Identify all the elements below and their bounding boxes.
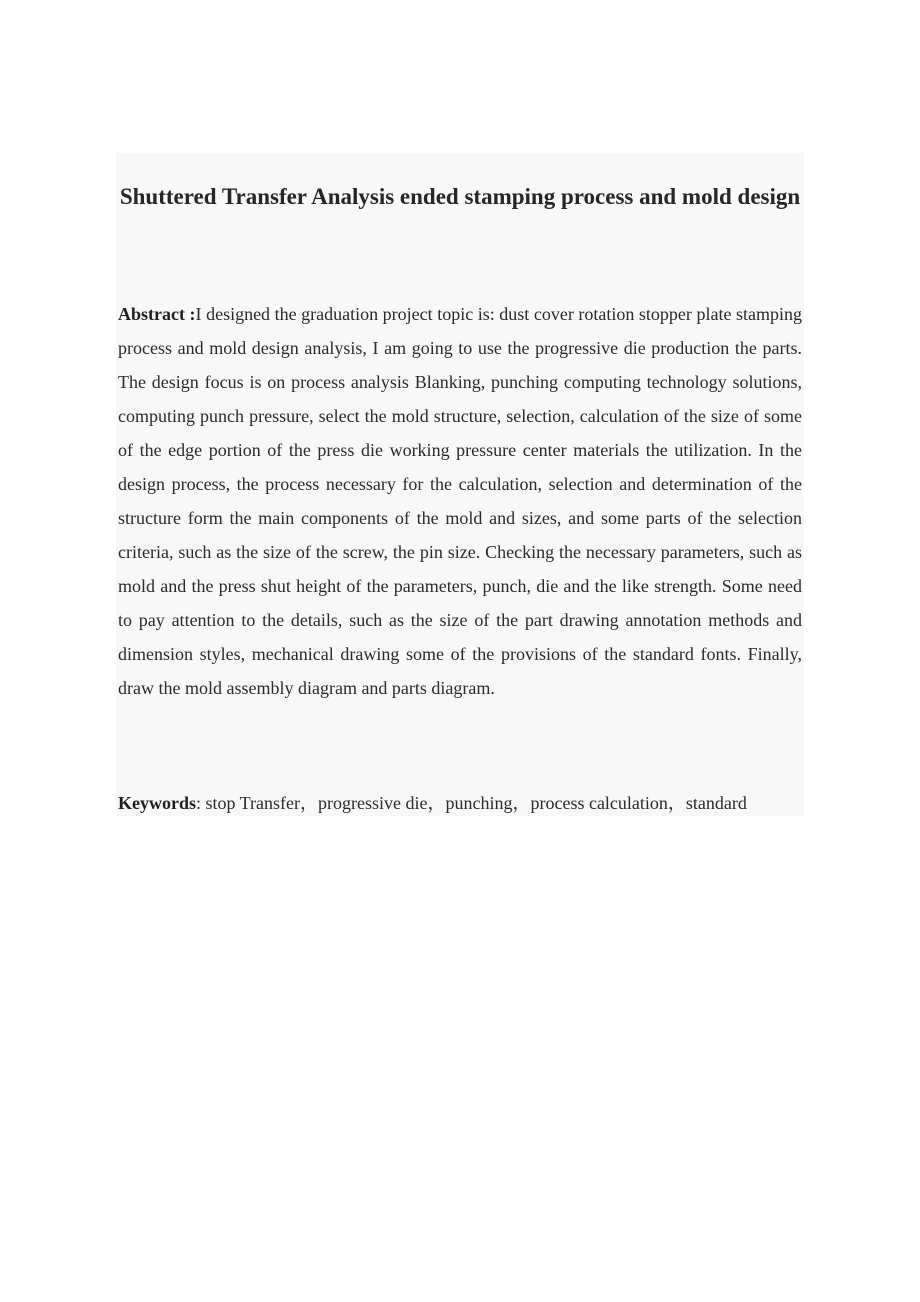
document-title: Shuttered Transfer Analysis ended stamping process and mold design bbox=[119, 184, 801, 209]
abstract-label: Abstract : bbox=[118, 304, 196, 324]
keywords-line bbox=[118, 786, 802, 820]
abstract-text: I designed the graduation project topic is: dust cover rotation stopper plate stamping process and mold design analysis, I am going to use the progressive die production the parts. The design focus is on process analysis Blanking, punching computing technology solutions, computing punch pressure, select the mold structure, selection, calculation of the size of some of the edge portion of the press die working pressure center materials the utilization. In the design process, the process necessary for the calculation, selection and determination of the structure form the main components of the mold and sizes, and some parts of the selection criteria, such as the size of the screw, the pin size. Checking the necessary parameters, such as mold and the press shut height of the parameters, punch, die and the like strength. Some need to pay attention to the details, such as the size of the part drawing annotation methods and dimension styles, mechanical drawing some of the provisions of the standard fonts. Finally, draw the mold assembly diagram and parts diagram. bbox=[118, 304, 802, 698]
abstract-page bbox=[116, 153, 804, 816]
abstract-paragraph bbox=[118, 297, 802, 705]
keywords-label: Keywords bbox=[118, 793, 196, 813]
keywords-text: : stop Transfer，progressive die，punching，process calculation，standard bbox=[196, 793, 747, 813]
